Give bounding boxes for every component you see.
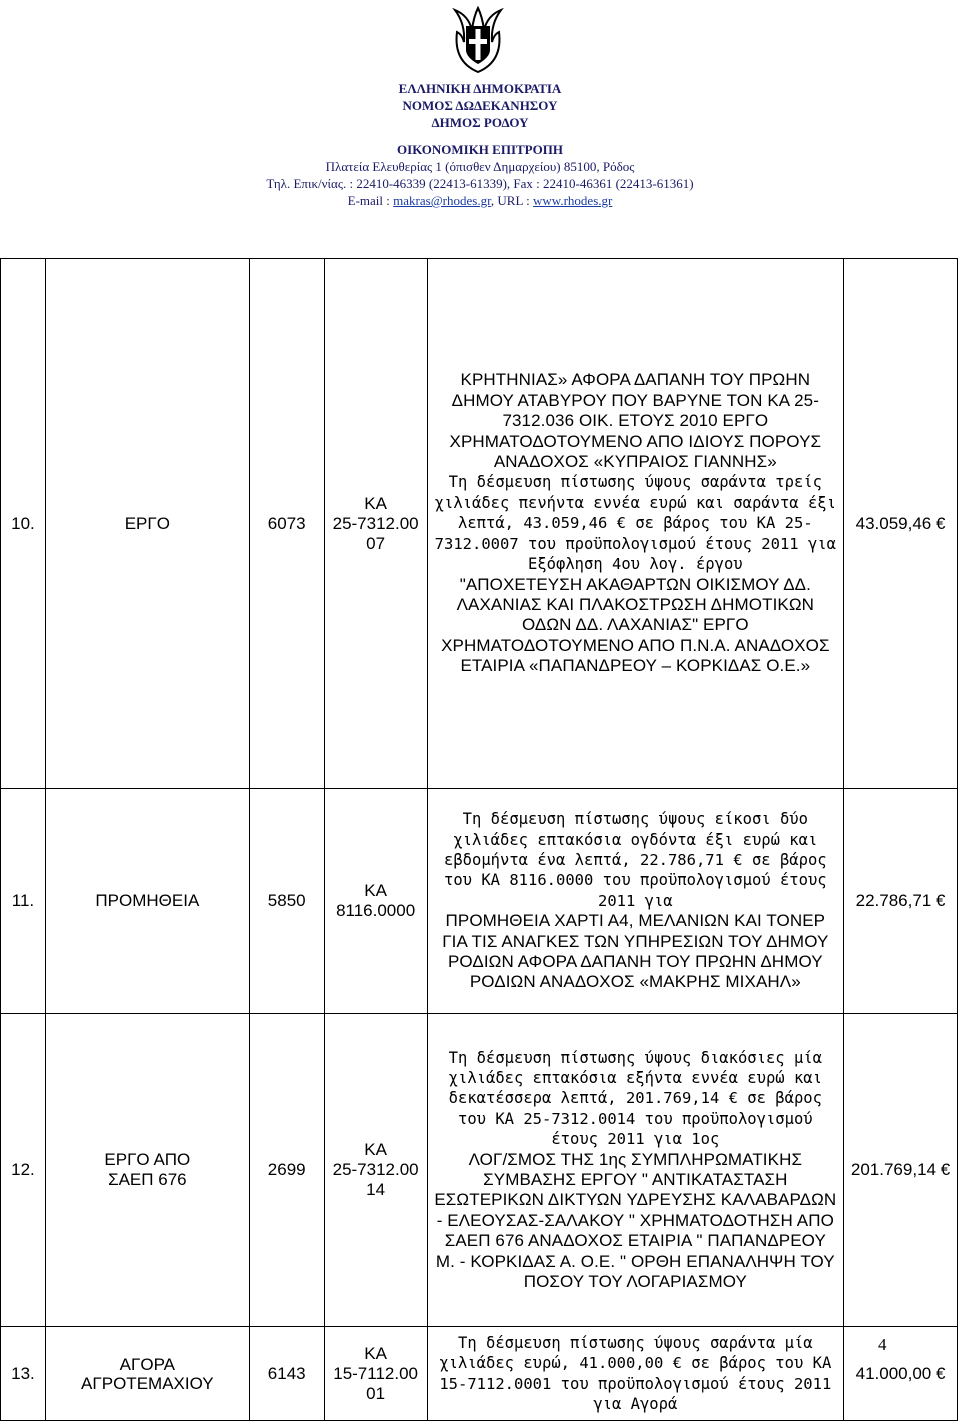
- ka-label: ΚΑ: [364, 1343, 387, 1363]
- ka-code: 25-7312.00: [332, 1160, 419, 1179]
- address-line: Πλατεία Ελευθερίας 1 (όπισθεν Δημαρχείου) 85100, Ρόδος: [325, 159, 635, 174]
- description-body: Τη δέσμευση πίστωσης ύψους σαράντα μία χιλιάδες ευρώ, 41.000,00 € σε βάρος του ΚΑ 15-7112.0001 του προϋπολογισμού έτους 2011 για Αγορά: [439, 1333, 832, 1413]
- description-tail: ΛΟΓ/ΣΜΟΣ ΤΗΣ 1ης ΣΥΜΠΛΗΡΩΜΑΤΙΚΗΣ ΣΥΜΒΑΣΗΣ ΕΡΓΟΥ " ΑΝΤΙΚΑΤΑΣΤΑΣΗ ΕΣΩΤΕΡΙΚΩΝ ΔΙΚΤΥΩΝ ΥΔΡΕΥΣΗΣ ΚΑΛΑΒΑΡΔΩΝ - ΕΛΕΟΥΣΑΣ-ΣΑΛΑΚΟΥ " ΧΡΗΜΑΤΟΔΟΤΗΣΗ ΑΠΟ ΣΑΕΠ 676 ΑΝΑΔΟΧΟΣ ΕΤΑΙΡΙΑ " ΠΑΠΑΝΔΡΕΟΥ Μ. - ΚΟΡΚΙΔΑΣ Α. Ο.Ε. " ΟΡΘΗ ΕΠΑΝΑΛΗΨΗ ΤΟΥ ΠΟΣΟΥ ΤΟΥ ΛΟΓΑΡΙΑΣΜΟΥ: [434, 1149, 837, 1292]
- row-amount: 201.769,14 €: [844, 1014, 958, 1327]
- url-link[interactable]: www.rhodes.gr: [533, 193, 613, 208]
- type-line-2: ΑΓΡΟΤΕΜΑΧΙΟΥ: [81, 1373, 214, 1393]
- page-number: 4: [878, 1335, 887, 1354]
- row-code: 6143: [249, 1327, 324, 1421]
- row-number: 13.: [1, 1327, 46, 1421]
- description-tail: ΠΡΟΜΗΘΕΙΑ ΧΑΡΤΙ Α4, ΜΕΛΑΝΙΩΝ ΚΑΙ ΤΟΝΕΡ ΓΙΑ ΤΙΣ ΑΝΑΓΚΕΣ ΤΩΝ ΥΠΗΡΕΣΙΩΝ ΤΟΥ ΔΗΜΟΥ ΡΟΔΙΩΝ ΑΦΟΡΑ ΔΑΠΑΝΗ ΤΟΥ ΠΡΩΗΝ ΔΗΜΟΥ ΡΟΔΙΩΝ ΑΝΑΔΟΧΟΣ «ΜΑΚΡΗΣ ΜΙΧΑΗΛ»: [442, 911, 829, 992]
- ka-label: ΚΑ: [364, 881, 387, 900]
- table-row: [1, 1014, 958, 1327]
- row-description: [427, 259, 843, 789]
- row-ka: [324, 789, 427, 1014]
- row-type: [45, 1327, 249, 1421]
- prefecture-name: ΝΟΜΟΣ ΔΩΔΕΚΑΝΗΣΟΥ: [402, 98, 558, 113]
- table-row: [1, 259, 958, 789]
- table-row: [1, 1327, 958, 1421]
- row-code: 6073: [249, 259, 324, 789]
- row-amount: 43.059,46 €: [844, 259, 958, 789]
- row-ka: [324, 259, 427, 789]
- greek-coat-of-arms-icon: [445, 4, 511, 74]
- type-line-1: ΑΓΟΡΑ: [119, 1354, 176, 1374]
- phone-line: Τηλ. Επικ/νίας. : 22410-46339 (22413-61339), Fax : 22410-46361 (22413-61361): [266, 176, 694, 191]
- url-label: , URL :: [490, 193, 534, 208]
- country-name: ΕΛΛΗΝΙΚΗ ΔΗΜΟΚΡΑΤΙΑ: [398, 81, 562, 96]
- description-tail: "ΑΠΟΧΕΤΕΥΣΗ ΑΚΑΘΑΡΤΩΝ ΟΙΚΙΣΜΟΥ ΔΔ. ΛΑΧΑΝΙΑΣ ΚΑΙ ΠΛΑΚΟΣΤΡΩΣΗ ΔΗΜΟΤΙΚΩΝ ΟΔΩΝ ΔΔ. ΛΑΧΑΝΙΑΣ" ΕΡΓΟ ΧΡΗΜΑΤΟΔΟΤΟΥΜΕΝΟ ΑΠΟ Π.Ν.Α. ΑΝΑΔΟΧΟΣ ΕΤΑΙΡΙΑ «ΠΑΠΑΝΔΡΕΟΥ – ΚΟΡΚΙΔΑΣ Ο.Ε.»: [441, 574, 830, 676]
- row-description: [427, 1327, 843, 1421]
- row-number: 11.: [1, 789, 46, 1014]
- row-number: 10.: [1, 259, 46, 789]
- ka-suffix: 01: [366, 1383, 386, 1403]
- committee-name: ΟΙΚΟΝΟΜΙΚΗ ΕΠΙΤΡΟΠΗ: [397, 142, 563, 157]
- row-ka: [324, 1014, 427, 1327]
- ka-code: 8116.0000: [336, 901, 416, 920]
- type-line-1: ΕΡΓΟ ΑΠΟ: [104, 1150, 191, 1169]
- contact-line: [0, 192, 960, 209]
- type-line-2: ΣΑΕΠ 676: [108, 1170, 187, 1189]
- row-type: ΠΡΟΜΗΘΕΙΑ: [45, 789, 249, 1014]
- description-body: Τη δέσμευση πίστωσης ύψους σαράντα τρείς χιλιάδες πενήντα εννέα ευρώ και σαράντα έξι λεπτά, 43.059,46 € σε βάρος του ΚΑ 25-7312.0007 του προϋπολογισμού έτους 2011 για Εξόφληση 4ου λογ. έργου: [434, 473, 836, 574]
- ka-suffix: 14: [366, 1180, 386, 1199]
- commitments-table: [0, 258, 958, 1421]
- row-type: ΕΡΓΟ: [45, 259, 249, 789]
- email-label: E-mail :: [347, 193, 394, 208]
- municipality-name: ΔΗΜΟΣ ΡΟΔΟΥ: [431, 115, 529, 130]
- ka-code: 25-7312.00: [332, 513, 419, 533]
- row-description: [427, 789, 843, 1014]
- ka-suffix: 07: [366, 533, 386, 553]
- row-code: 5850: [249, 789, 324, 1014]
- ka-label: ΚΑ: [364, 1140, 387, 1159]
- row-number: 12.: [1, 1014, 46, 1327]
- row-type: [45, 1014, 249, 1327]
- ka-code: 15-7112.00: [333, 1363, 418, 1383]
- row-description: [427, 1014, 843, 1327]
- description-body: Τη δέσμευση πίστωσης ύψους είκοσι δύο χιλιάδες επτακόσια ογδόντα έξι ευρώ και εβδομήντα ένα λεπτά, 22.786,71 € σε βάρος του ΚΑ 8116.0000 του προϋπολογισμού έτους 2011 για: [444, 810, 827, 910]
- email-link[interactable]: makras@rhodes.gr: [393, 193, 491, 208]
- table-row: [1, 789, 958, 1014]
- description-body: Τη δέσμευση πίστωσης ύψους διακόσιες μία χιλιάδες επτακόσια εξήντα εννέα ευρώ και δεκατέσσερα λεπτά, 201.769,14 € σε βάρος του ΚΑ 25-7312.0014 του προϋπολογισμού έτους 2011 για 1ος: [448, 1048, 822, 1149]
- row-ka: [324, 1327, 427, 1421]
- letterhead: [0, 0, 960, 215]
- row-code: 2699: [249, 1014, 324, 1327]
- row-amount: 22.786,71 €: [844, 789, 958, 1014]
- description-head: ΚΡΗΤΗΝΙΑΣ» ΑΦΟΡΑ ΔΑΠΑΝΗ ΤΟΥ ΠΡΩΗΝ ΔΗΜΟΥ ΑΤΑΒΥΡΟΥ ΠΟΥ ΒΑΡΥΝΕ ΤΟΝ ΚΑ 25-7312.036 ΟΙΚ. ΕΤΟΥΣ 2010 ΕΡΓΟ ΧΡΗΜΑΤΟΔΟΤΟΥΜΕΝΟ ΑΠΟ ΙΔΙΟΥΣ ΠΟΡΟΥΣ ΑΝΑΔΟΧΟΣ «ΚΥΠΡΑΙΟΣ ΓΙΑΝΝΗΣ»: [449, 370, 822, 472]
- ka-label: ΚΑ: [364, 493, 387, 513]
- row-amount: 41.000,00 €: [844, 1327, 958, 1421]
